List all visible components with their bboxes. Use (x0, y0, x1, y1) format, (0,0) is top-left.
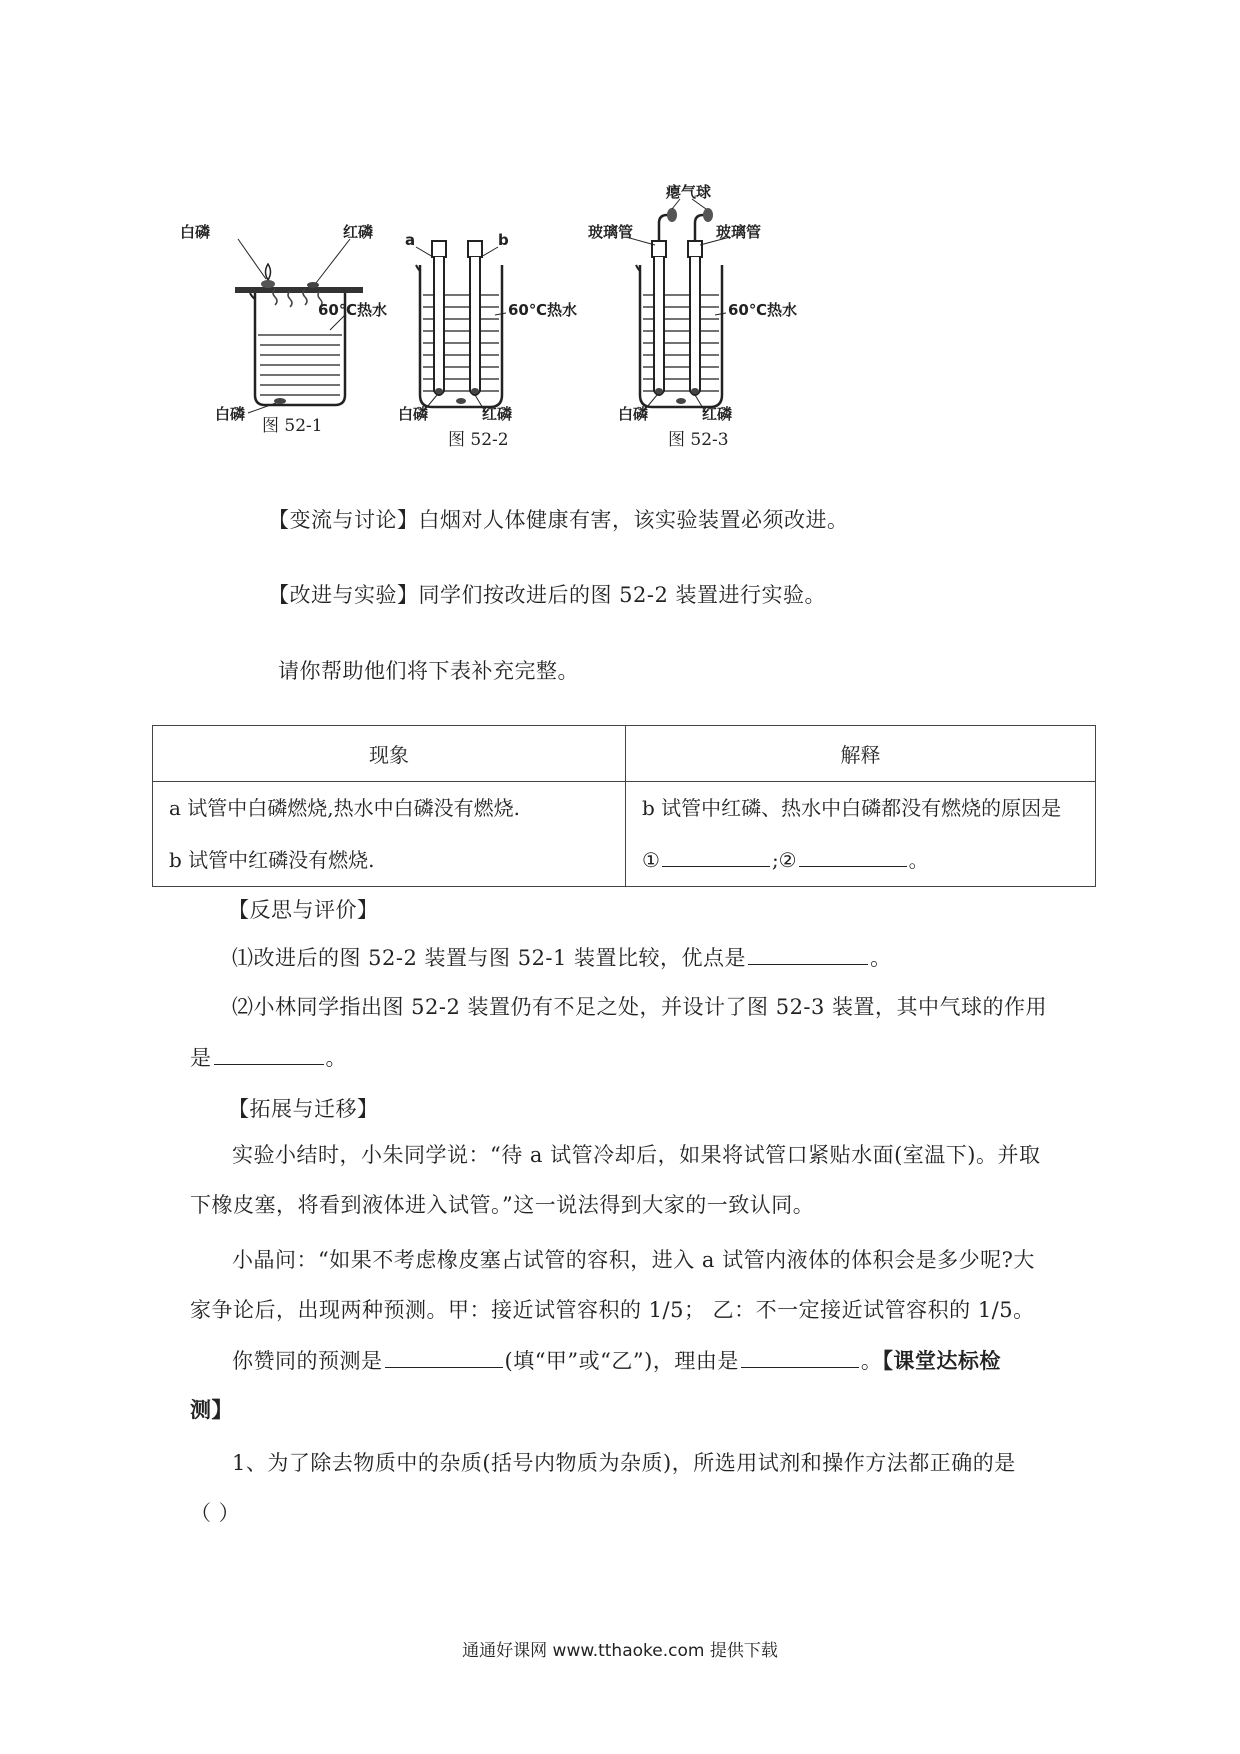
page-footer: 通通好课网 www.tthaoke.com 提供下载 (462, 1641, 778, 1661)
ext1-line2: 下橡皮塞，将看到液体进入试管。”这一说法得到大家的一致认同。 (190, 1193, 815, 1217)
figure-52-1 (180, 223, 387, 436)
fig1-label-red-p: 红磷 (343, 223, 374, 241)
fig3-caption: 图 52-3 (668, 430, 729, 450)
reflect-heading: 【反思与评价】 (228, 898, 379, 922)
ext2-line2: 家争论后，出现两种预测。甲：接近试管容积的 1/5； 乙：不一定接近试管容积的 1/5。 (190, 1298, 1035, 1322)
phenomenon-line-2: b 试管中红磷没有燃烧. (169, 848, 375, 872)
fig1-label-hot-water: 60℃热水 (318, 301, 388, 319)
discussion-text: 【变流与讨论】白烟对人体健康有害，该实验装置必须改进。 (268, 508, 849, 532)
reflect-q2-line1: ⑵小林同学指出图 52-2 装置仍有不足之处，并设计了图 52-3 装置，其中气球的作用 (232, 995, 1048, 1019)
section-heading-test: 【课堂达标检 (882, 1348, 1001, 1373)
reflect-q1-text: ⑴改进后的图 52-2 装置与图 52-1 装置比较，优点是 (232, 946, 747, 970)
ext3-text-c: 。 (860, 1349, 883, 1373)
request-text: 请你帮助他们将下表补充完整。 (278, 659, 579, 683)
ext3-text-b: (填“甲”或“乙”)，理由是 (504, 1349, 739, 1373)
question-1-line2: （ ） (190, 1501, 241, 1525)
reflect-q1-blank[interactable] (748, 942, 868, 965)
fig2-label-tube-a: a (405, 231, 416, 249)
results-table (152, 725, 1096, 887)
fig1-label-white-p-top: 白磷 (180, 223, 211, 241)
fig1-label-white-p-bottom: 白磷 (215, 405, 246, 423)
extend-heading: 【拓展与迁移】 (228, 1097, 379, 1121)
section-heading-test-end: 测】 (190, 1397, 233, 1422)
fig3-label-glass-left: 玻璃管 (588, 223, 634, 241)
answer-blank-1[interactable] (662, 844, 770, 867)
table-cell-phenomena (153, 782, 626, 887)
ext2-line1: 小晶问：“如果不考虑橡皮塞占试管的容积，进入 a 试管内液体的体积会是多少呢?大 (232, 1248, 1035, 1272)
figures-row (180, 183, 920, 455)
fig2-label-tube-b: b (498, 231, 509, 249)
marker-2: ;② (771, 848, 797, 872)
phenomenon-line-1: a 试管中白磷燃烧,热水中白磷没有燃烧. (169, 796, 520, 820)
figure-52-3 (588, 183, 797, 450)
table-cell-explanation (626, 782, 1096, 887)
period: 。 (908, 848, 929, 872)
table-header-explanation: 解释 (626, 726, 1096, 782)
fig3-label-balloon: 瘪气球 (666, 183, 712, 201)
fig3-label-hot-water: 60℃热水 (728, 301, 798, 319)
explanation-line-1: b 试管中红磷、热水中白磷都没有燃烧的原因是 (642, 796, 1062, 820)
fig3-label-glass-right: 玻璃管 (716, 223, 762, 241)
fig2-label-red-p: 红磷 (482, 405, 513, 423)
ext3-line1 (232, 1345, 1001, 1376)
ext1-line1: 实验小结时，小朱同学说：“待 a 试管冷却后，如果将试管口紧贴水面(室温下)。并取 (232, 1143, 1041, 1167)
marker-1: ① (642, 848, 660, 872)
experiment-figures (180, 183, 920, 455)
reflect-q2-text: 是 (190, 1046, 212, 1070)
fig3-label-white-p: 白磷 (618, 405, 649, 423)
reflect-q2-end: 。 (325, 1046, 347, 1070)
fig2-label-white-p: 白磷 (398, 405, 429, 423)
fig3-label-red-p: 红磷 (702, 405, 733, 423)
reflect-q2-line2 (190, 1042, 347, 1073)
fig2-label-hot-water: 60℃热水 (508, 301, 578, 319)
figure-52-2 (398, 231, 577, 450)
improve-text: 【改进与实验】同学们按改进后的图 52-2 装置进行实验。 (268, 583, 827, 607)
ext3-text-a: 你赞同的预测是 (232, 1349, 383, 1373)
fig2-caption: 图 52-2 (448, 430, 509, 450)
question-1-line1: 1、为了除去物质中的杂质(括号内物质为杂质)，所选用试剂和操作方法都正确的是 (232, 1451, 1016, 1475)
ext3-blank-reason[interactable] (741, 1345, 859, 1368)
table-header-phenomenon: 现象 (153, 726, 626, 782)
reflect-q2-blank[interactable] (214, 1042, 324, 1065)
answer-blank-2[interactable] (799, 844, 907, 867)
ext3-blank-prediction[interactable] (385, 1345, 503, 1368)
fig1-caption: 图 52-1 (262, 416, 323, 436)
reflect-q1 (232, 942, 892, 973)
explanation-line-2 (642, 834, 1079, 886)
reflect-q1-end: 。 (870, 946, 892, 970)
